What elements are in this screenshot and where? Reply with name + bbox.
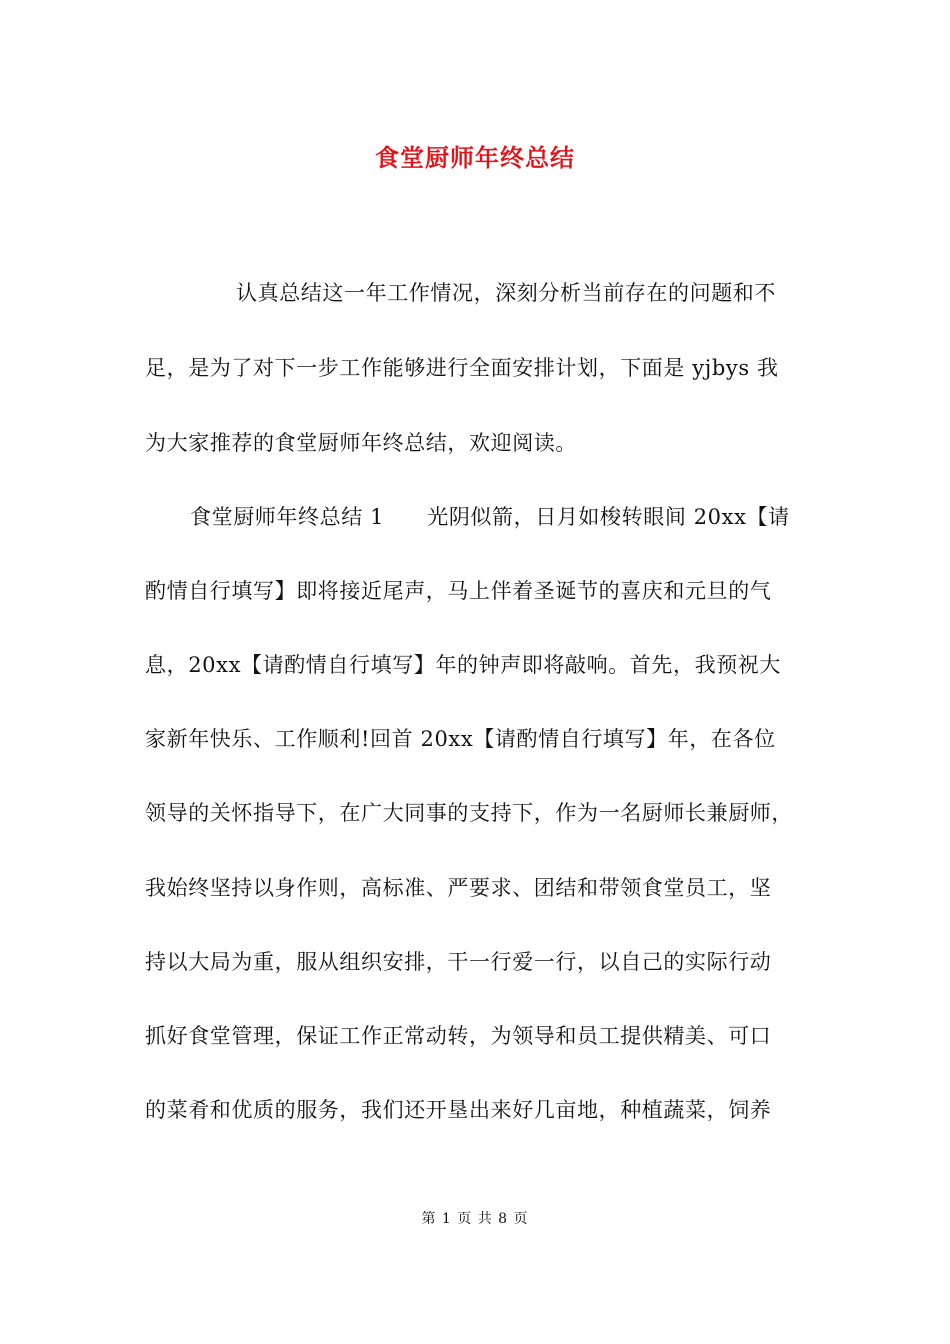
paragraph-line: 酌情自行填写】即将接近尾声，马上伴着圣诞节的喜庆和元旦的气 <box>145 579 772 603</box>
paragraph-line: 息，20xx【请酌情自行填写】年的钟声即将敲响。首先，我预祝大 <box>145 653 782 677</box>
paragraph-line: 持以大局为重，服从组织安排，干一行爱一行，以自己的实际行动 <box>145 950 772 974</box>
paragraph-line: 认真总结这一年工作情况，深刻分析当前存在的问题和不 <box>236 281 776 305</box>
paragraph-line: 领导的关怀指导下，在广大同事的支持下，作为一名厨师长兼厨师， <box>145 801 793 825</box>
page-footer: 第 1 页 共 8 页 <box>421 1211 529 1227</box>
paragraph-line: 为大家推荐的食堂厨师年终总结，欢迎阅读。 <box>145 431 577 455</box>
paragraph-line: 足，是为了对下一步工作能够进行全面安排计划，下面是 yjbys 我 <box>145 356 779 380</box>
paragraph-line: 家新年快乐、工作顺利!回首 20xx【请酌情自行填写】年，在各位 <box>145 727 776 751</box>
paragraph-line: 食堂厨师年终总结 1 光阴似箭，日月如梭转眼间 20xx【请 <box>190 505 790 529</box>
paragraph-line: 的菜肴和优质的服务，我们还开垦出来好几亩地，种植蔬菜，饲养 <box>145 1098 772 1122</box>
document-title: 食堂厨师年终总结 <box>375 144 575 172</box>
paragraph-line: 我始终坚持以身作则，高标准、严要求、团结和带领食堂员工，坚 <box>145 876 772 900</box>
paragraph-line: 抓好食堂管理，保证工作正常动转，为领导和员工提供精美、可口 <box>145 1024 772 1048</box>
